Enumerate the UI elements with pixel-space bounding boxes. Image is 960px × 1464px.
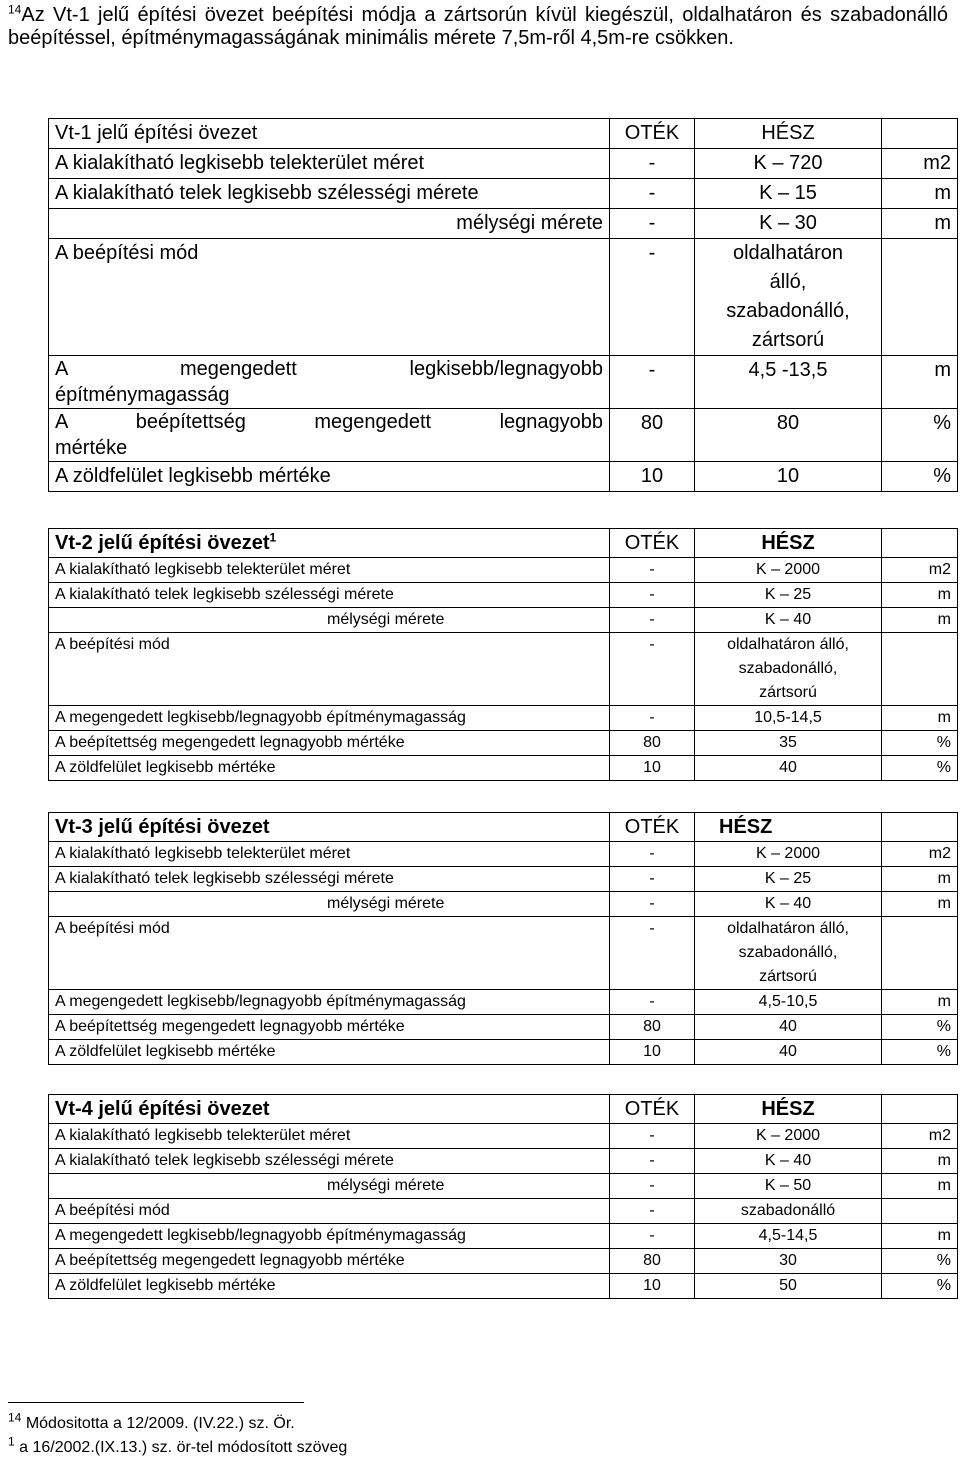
row-label: mélységi mérete xyxy=(49,892,610,917)
row-unit: m xyxy=(882,990,958,1015)
col-header-hesz: HÉSZ xyxy=(695,813,882,842)
row-label: A beépítettség megengedett legnagyobb mértéke xyxy=(49,1249,610,1274)
table-row xyxy=(49,1274,958,1299)
row-hesz: K – 40 xyxy=(695,608,882,633)
row-otek: - xyxy=(610,706,695,731)
col-header-hesz: HÉSZ xyxy=(695,1095,882,1124)
col-header-otek: OTÉK xyxy=(610,813,695,842)
zone-title: Vt-4 jelű építési övezet xyxy=(49,1095,610,1124)
row-label: A megengedett legkisebb/legnagyobb építménymagasság xyxy=(49,1224,610,1249)
row-unit: m xyxy=(882,706,958,731)
row-label: A megengedett legkisebb/legnagyobb építménymagasság xyxy=(49,990,610,1015)
row-label: A kialakítható telek legkisebb szélességi mérete xyxy=(49,583,610,608)
table-row xyxy=(49,209,958,239)
footnote-text: Módositotta a 12/2009. (IV.22.) sz. Ör. xyxy=(25,1415,295,1432)
table-row xyxy=(49,842,958,867)
row-unit: % xyxy=(882,462,958,492)
row-otek: 80 xyxy=(610,731,695,756)
row-otek: 10 xyxy=(610,462,695,492)
row-otek: 80 xyxy=(610,409,695,462)
row-otek: - xyxy=(610,842,695,867)
row-otek: - xyxy=(610,608,695,633)
row-unit: % xyxy=(882,1040,958,1065)
row-unit: m xyxy=(882,1174,958,1199)
row-hesz: K – 2000 xyxy=(695,842,882,867)
row-unit: m xyxy=(882,1149,958,1174)
footnote-ref: 14 xyxy=(8,1410,22,1425)
table-row xyxy=(49,1174,958,1199)
row-otek: - xyxy=(610,583,695,608)
row-unit: m2 xyxy=(882,149,958,179)
row-otek: - xyxy=(610,239,695,356)
row-hesz: szabadonálló xyxy=(695,1199,882,1224)
row-unit: m2 xyxy=(882,842,958,867)
table-row xyxy=(49,1149,958,1174)
row-label: A kialakítható legkisebb telekterület méret xyxy=(49,842,610,867)
row-hesz: 35 xyxy=(695,731,882,756)
row-label: A beépítési mód xyxy=(49,917,610,990)
row-otek: - xyxy=(610,209,695,239)
row-unit xyxy=(882,917,958,990)
row-hesz: K – 50 xyxy=(695,1174,882,1199)
zone-title: Vt-2 jelű építési övezet$^1$ xyxy=(49,529,610,558)
table-row xyxy=(49,892,958,917)
row-hesz: 40 xyxy=(695,756,882,781)
table-row xyxy=(49,756,958,781)
row-label: A beépítettség megengedett legnagyobb mértéke xyxy=(49,731,610,756)
row-hesz: 10,5-14,5 xyxy=(695,706,882,731)
table-row xyxy=(49,608,958,633)
row-otek: 10 xyxy=(610,756,695,781)
col-header-otek: OTÉK xyxy=(610,529,695,558)
row-hesz: K – 2000 xyxy=(695,558,882,583)
col-header-hesz: HÉSZ xyxy=(695,119,882,149)
row-label: mélységi mérete xyxy=(49,1174,610,1199)
row-unit: m xyxy=(882,583,958,608)
row-unit: % xyxy=(882,1249,958,1274)
table-row xyxy=(49,1249,958,1274)
row-otek: 10 xyxy=(610,1040,695,1065)
row-label: A beépítési mód xyxy=(49,239,610,356)
footnote-separator xyxy=(8,1402,304,1403)
row-label: mélységi mérete xyxy=(49,209,610,239)
table-header-row xyxy=(49,529,958,558)
table-row xyxy=(49,1124,958,1149)
row-label: A kialakítható legkisebb telekterület méret xyxy=(49,1124,610,1149)
footnote-ref: 1 xyxy=(8,1434,15,1449)
zone-title: Vt-1 jelű építési övezet xyxy=(49,119,610,149)
row-otek: - xyxy=(610,990,695,1015)
col-header-otek: OTÉK xyxy=(610,119,695,149)
zone-table-vt3 xyxy=(48,812,958,1065)
row-hesz: K – 40 xyxy=(695,892,882,917)
row-otek: - xyxy=(610,633,695,706)
row-hesz: 4,5-10,5 xyxy=(695,990,882,1015)
row-unit: % xyxy=(882,731,958,756)
row-hesz: K – 25 xyxy=(695,583,882,608)
row-unit xyxy=(882,239,958,356)
row-unit: m xyxy=(882,209,958,239)
row-otek: - xyxy=(610,179,695,209)
row-unit: % xyxy=(882,1015,958,1040)
row-hesz: K – 25 xyxy=(695,867,882,892)
row-otek: 80 xyxy=(610,1249,695,1274)
table-row xyxy=(49,917,958,990)
row-unit xyxy=(882,1199,958,1224)
row-hesz: oldalhatáron álló, szabadonálló, zártsorú xyxy=(695,239,882,356)
row-otek: - xyxy=(610,149,695,179)
intro-footnote-ref: 14 xyxy=(8,2,22,17)
table-row xyxy=(49,990,958,1015)
zone-table-vt4 xyxy=(48,1094,958,1299)
col-header-hesz: HÉSZ xyxy=(695,529,882,558)
table-row xyxy=(49,149,958,179)
row-label: A zöldfelület legkisebb mértéke xyxy=(49,756,610,781)
row-unit: m xyxy=(882,608,958,633)
row-label: A beépítési mód xyxy=(49,633,610,706)
row-otek: - xyxy=(610,917,695,990)
col-header-unit xyxy=(882,813,958,842)
table-row xyxy=(49,1015,958,1040)
table-row xyxy=(49,1199,958,1224)
footnote-14 xyxy=(8,1410,295,1434)
row-label: A kialakítható legkisebb telekterület méret xyxy=(49,149,610,179)
row-unit: % xyxy=(882,409,958,462)
row-label: A megengedett legkisebb/legnagyobb építménymagasság xyxy=(49,706,610,731)
row-otek: - xyxy=(610,1224,695,1249)
row-label: A kialakítható telek legkisebb szélességi mérete xyxy=(49,867,610,892)
row-otek: - xyxy=(610,867,695,892)
footnote-1 xyxy=(8,1434,348,1458)
row-unit xyxy=(882,633,958,706)
row-otek: - xyxy=(610,892,695,917)
row-unit: % xyxy=(882,756,958,781)
col-header-unit xyxy=(882,529,958,558)
footnote-text: a 16/2002.(IX.13.) sz. ör-tel módosított szöveg xyxy=(19,1439,348,1456)
row-unit: m xyxy=(882,892,958,917)
row-label: A beépítettség megengedett legnagyobb mértéke xyxy=(49,1015,610,1040)
row-hesz: K – 40 xyxy=(695,1149,882,1174)
col-header-unit xyxy=(882,119,958,149)
row-unit: % xyxy=(882,1274,958,1299)
table-header-row xyxy=(49,119,958,149)
row-hesz: K – 15 xyxy=(695,179,882,209)
row-otek: - xyxy=(610,1149,695,1174)
row-otek: - xyxy=(610,558,695,583)
row-unit: m xyxy=(882,356,958,409)
table-row xyxy=(49,1224,958,1249)
row-unit: m2 xyxy=(882,1124,958,1149)
row-label: A zöldfelület legkisebb mértéke xyxy=(49,462,610,492)
table-header-row xyxy=(49,1095,958,1124)
row-hesz: oldalhatáron álló, szabadonálló, zártsorú xyxy=(695,633,882,706)
row-hesz: 4,5 -13,5 xyxy=(695,356,882,409)
table-row xyxy=(49,179,958,209)
row-hesz: K – 2000 xyxy=(695,1124,882,1149)
row-hesz: 40 xyxy=(695,1040,882,1065)
table-row xyxy=(49,867,958,892)
table-row xyxy=(49,583,958,608)
row-label: mélységi mérete xyxy=(49,608,610,633)
row-unit: m xyxy=(882,179,958,209)
row-label: A megengedett legkisebb/legnagyobb építménymagasság xyxy=(49,356,610,409)
row-label: A kialakítható legkisebb telekterület méret xyxy=(49,558,610,583)
table-row xyxy=(49,356,958,409)
row-label: A beépítési mód xyxy=(49,1199,610,1224)
row-hesz: 4,5-14,5 xyxy=(695,1224,882,1249)
col-header-otek: OTÉK xyxy=(610,1095,695,1124)
row-label: A kialakítható telek legkisebb szélességi mérete xyxy=(49,179,610,209)
intro-text: Az Vt-1 jelű építési övezet beépítési módja a zártsorún kívül kiegészül, oldalhatáron és szabadonálló beépítéssel, építménymagasságának minimális mérete 7,5m-ről 4,5m-re csökken. xyxy=(8,4,948,49)
row-hesz: K – 720 xyxy=(695,149,882,179)
row-hesz: 80 xyxy=(695,409,882,462)
table-row xyxy=(49,409,958,462)
zone-table-vt1 xyxy=(48,118,958,492)
row-label: A beépítettség megengedett legnagyobb mértéke xyxy=(49,409,610,462)
row-otek: 80 xyxy=(610,1015,695,1040)
row-otek: - xyxy=(610,356,695,409)
table-header-row xyxy=(49,813,958,842)
row-hesz: oldalhatáron álló, szabadonálló, zártsorú xyxy=(695,917,882,990)
row-unit: m2 xyxy=(882,558,958,583)
row-otek: - xyxy=(610,1199,695,1224)
table-row xyxy=(49,706,958,731)
row-otek: - xyxy=(610,1174,695,1199)
row-hesz: 30 xyxy=(695,1249,882,1274)
row-hesz: 40 xyxy=(695,1015,882,1040)
intro-paragraph xyxy=(8,4,948,50)
col-header-unit xyxy=(882,1095,958,1124)
row-otek: - xyxy=(610,1124,695,1149)
table-row xyxy=(49,462,958,492)
zone-title: Vt-3 jelű építési övezet xyxy=(49,813,610,842)
row-unit: m xyxy=(882,1224,958,1249)
table-row xyxy=(49,633,958,706)
zone-table-vt2 xyxy=(48,528,958,781)
row-label: A zöldfelület legkisebb mértéke xyxy=(49,1040,610,1065)
table-row xyxy=(49,731,958,756)
row-unit: m xyxy=(882,867,958,892)
row-hesz: K – 30 xyxy=(695,209,882,239)
table-row xyxy=(49,1040,958,1065)
row-label: A zöldfelület legkisebb mértéke xyxy=(49,1274,610,1299)
row-hesz: 50 xyxy=(695,1274,882,1299)
table-row xyxy=(49,558,958,583)
row-label: A kialakítható telek legkisebb szélességi mérete xyxy=(49,1149,610,1174)
row-otek: 10 xyxy=(610,1274,695,1299)
row-hesz: 10 xyxy=(695,462,882,492)
table-row xyxy=(49,239,958,356)
